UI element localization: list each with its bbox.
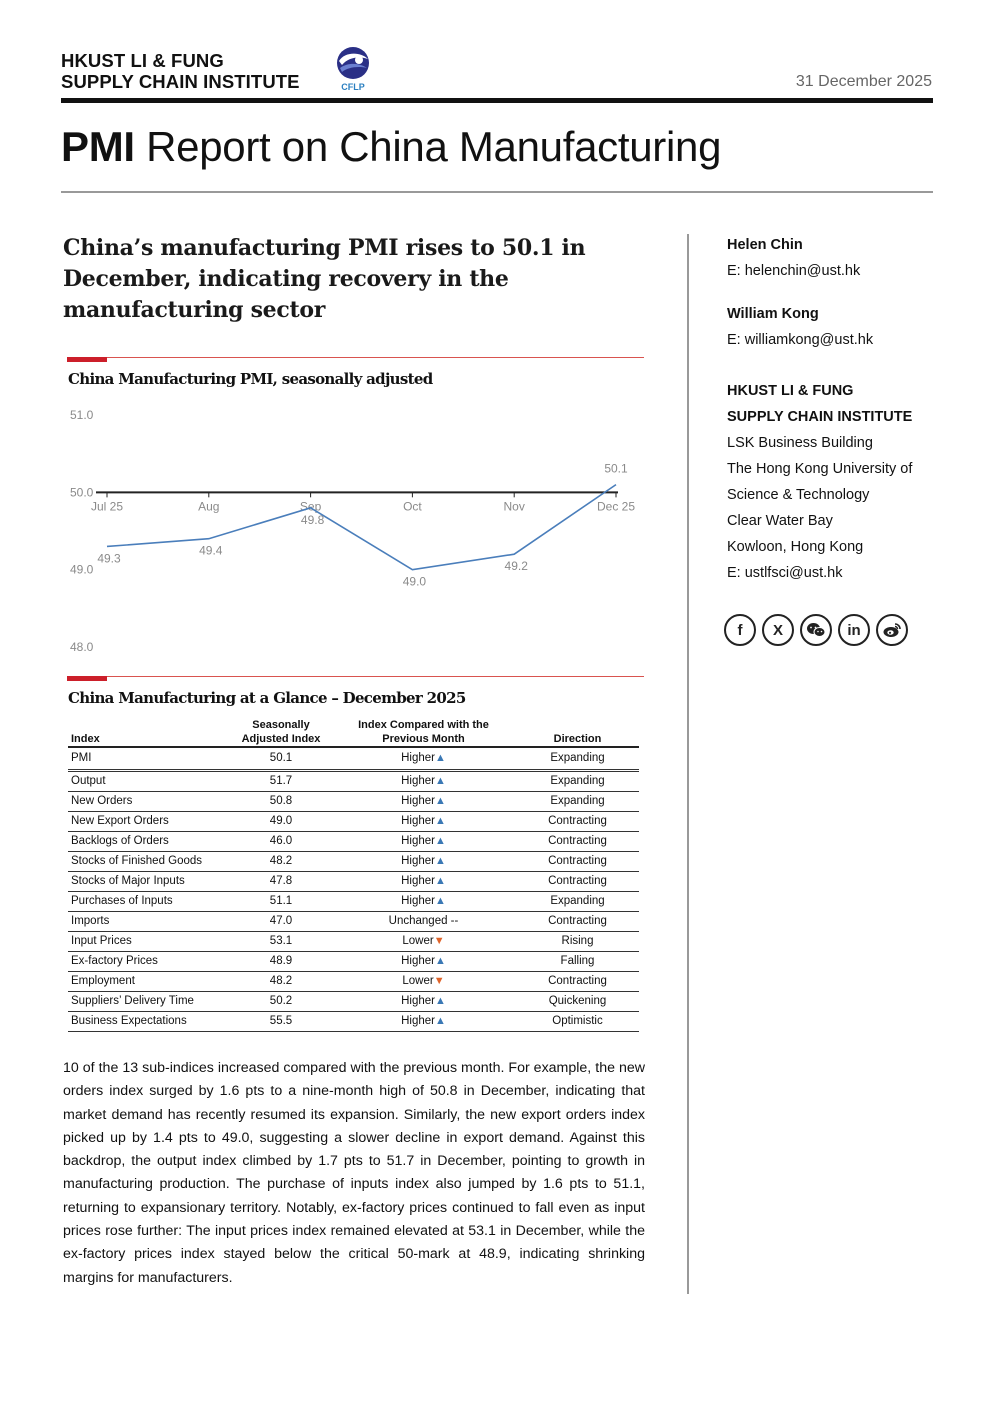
compare-text: Higher bbox=[401, 955, 435, 967]
table-section-tab bbox=[67, 676, 107, 681]
cell-value: 48.2 bbox=[231, 852, 331, 872]
title-rule bbox=[61, 191, 933, 193]
data-label: 49.8 bbox=[300, 512, 325, 527]
pmi-line-chart bbox=[66, 400, 646, 662]
data-labels bbox=[97, 462, 628, 589]
x-tick-label: Dec 25 bbox=[596, 499, 636, 514]
cell-compare bbox=[331, 992, 516, 1012]
cell-value: 50.2 bbox=[231, 992, 331, 1012]
cell-direction: Expanding bbox=[516, 747, 639, 771]
cell-direction: Optimistic bbox=[516, 1012, 639, 1032]
y-axis-ticks bbox=[70, 408, 94, 654]
compare-text: Higher bbox=[401, 1015, 435, 1027]
data-label: 50.1 bbox=[604, 461, 628, 476]
cell-compare bbox=[331, 771, 516, 792]
header-direction: Direction bbox=[553, 733, 602, 745]
cell-direction: Contracting bbox=[516, 812, 639, 832]
cell-index: PMI bbox=[68, 747, 231, 771]
x-axis bbox=[96, 492, 618, 497]
cell-value: 47.8 bbox=[231, 872, 331, 892]
x-tick-label: Oct bbox=[403, 499, 422, 514]
cell-index: Output bbox=[68, 771, 231, 792]
org-name-line1: HKUST LI & FUNG bbox=[727, 383, 854, 399]
cell-compare bbox=[331, 852, 516, 872]
page-title-rest: Report on China Manufacturing bbox=[134, 123, 722, 170]
y-tick-label: 49.0 bbox=[70, 562, 94, 577]
org-name-line2: SUPPLY CHAIN INSTITUTE bbox=[727, 409, 913, 425]
cell-compare bbox=[331, 892, 516, 912]
header-index: Index bbox=[71, 733, 100, 745]
cell-index: Purchases of Inputs bbox=[68, 892, 231, 912]
cell-index: Suppliers’ Delivery Time bbox=[68, 992, 231, 1012]
compare-text: Lower bbox=[402, 935, 434, 947]
cell-value: 48.9 bbox=[231, 952, 331, 972]
address-line: LSK Business Building bbox=[727, 435, 873, 451]
address-line: Science & Technology bbox=[727, 487, 870, 503]
author-2-name: William Kong bbox=[727, 306, 819, 322]
y-tick-label: 50.0 bbox=[70, 485, 94, 500]
up-arrow-icon: ▲ bbox=[435, 955, 446, 967]
chart-title: China Manufacturing PMI, seasonally adjusted bbox=[68, 370, 433, 388]
x-icon[interactable]: X bbox=[762, 614, 794, 646]
table-row bbox=[68, 792, 639, 812]
compare-text: Lower bbox=[402, 975, 434, 987]
x-tick-label: Aug bbox=[198, 499, 220, 514]
table-row bbox=[68, 972, 639, 992]
header-compared bbox=[331, 716, 516, 747]
pmi-series bbox=[107, 485, 616, 570]
up-arrow-icon: ▲ bbox=[435, 752, 446, 764]
up-arrow-icon: ▲ bbox=[435, 895, 446, 907]
author-1-name: Helen Chin bbox=[727, 237, 803, 253]
header-rule bbox=[61, 98, 933, 103]
table-section-rule bbox=[67, 676, 644, 677]
table-row bbox=[68, 872, 639, 892]
author-1-email[interactable]: E: helenchin@ust.hk bbox=[727, 263, 861, 279]
cell-compare bbox=[331, 1012, 516, 1032]
data-label: 49.3 bbox=[97, 551, 121, 566]
header-sa-line1: Seasonally bbox=[252, 719, 310, 731]
cell-direction: Contracting bbox=[516, 912, 639, 932]
data-label: 49.2 bbox=[504, 559, 528, 574]
header-seasonally-adjusted bbox=[231, 716, 331, 747]
header-cmp-line2: Previous Month bbox=[382, 733, 465, 745]
compare-text: Higher bbox=[401, 875, 435, 887]
cell-direction: Contracting bbox=[516, 832, 639, 852]
cell-value: 51.7 bbox=[231, 771, 331, 792]
cell-compare bbox=[331, 872, 516, 892]
table-title: China Manufacturing at a Glance – December 2025 bbox=[68, 689, 466, 707]
cell-direction: Contracting bbox=[516, 872, 639, 892]
table-row bbox=[68, 832, 639, 852]
up-arrow-icon: ▲ bbox=[435, 855, 446, 867]
x-axis-labels bbox=[91, 499, 635, 513]
wechat-icon[interactable] bbox=[800, 614, 832, 646]
down-arrow-icon: ▼ bbox=[433, 975, 445, 987]
report-date: 31 December 2025 bbox=[795, 73, 932, 90]
table-row bbox=[68, 992, 639, 1012]
table-row bbox=[68, 932, 639, 952]
down-arrow-icon: ▼ bbox=[433, 935, 445, 947]
cell-value: 47.0 bbox=[231, 912, 331, 932]
cell-compare bbox=[331, 812, 516, 832]
cell-direction: Contracting bbox=[516, 972, 639, 992]
header-cmp-line1: Index Compared with the bbox=[358, 719, 489, 731]
cflp-logo bbox=[330, 46, 376, 94]
institute-name-line2: SUPPLY CHAIN INSTITUTE bbox=[61, 71, 300, 92]
cell-index: Ex-factory Prices bbox=[68, 952, 231, 972]
address-line: Clear Water Bay bbox=[727, 513, 833, 529]
compare-text: Unchanged -- bbox=[388, 915, 459, 927]
cell-value: 49.0 bbox=[231, 812, 331, 832]
compare-text: Higher bbox=[401, 775, 435, 787]
up-arrow-icon: ▲ bbox=[435, 775, 446, 787]
cell-compare bbox=[331, 952, 516, 972]
data-label: 49.4 bbox=[199, 543, 223, 558]
body-paragraph: 10 of the 13 sub-indices increased compared with the previous month. For example, the new orders index surged by 1.6 pts to a nine-month high of 50.8 in December, indicating that market demand has recently resumed its expansion. Similarly, the new export orders index picked up by 1.4 pts to 49.0, suggesting a slower decline in export demand. Against this backdrop, the output index climbed by 1.7 pts to 51.7 in December, pointing to growth in manufacturing production. The purchase of inputs index also jumped by 1.6 pts to 51.1, returning to expansionary territory. Notably, ex-factory prices continued to fall even as input prices rose further: The input prices index remained elevated at 53.1 in December, while the ex-factory prices index stayed below the critical 50-mark at 48.9, indicating shrinking margins for manufacturers. bbox=[63, 1060, 645, 1286]
logo-text: CFLP bbox=[341, 82, 365, 92]
cell-value: 50.1 bbox=[231, 747, 331, 771]
cell-index: Business Expectations bbox=[68, 1012, 231, 1032]
table-row bbox=[68, 952, 639, 972]
cell-compare bbox=[331, 747, 516, 771]
cell-value: 46.0 bbox=[231, 832, 331, 852]
cell-index: Imports bbox=[68, 912, 231, 932]
table-row bbox=[68, 892, 639, 912]
y-tick-label: 48.0 bbox=[70, 640, 94, 654]
cell-value: 51.1 bbox=[231, 892, 331, 912]
institute-email[interactable]: E: ustlfsci@ust.hk bbox=[727, 565, 843, 581]
x-tick-label: Nov bbox=[503, 499, 525, 514]
cell-index: Employment bbox=[68, 972, 231, 992]
x-tick-label: Jul 25 bbox=[90, 499, 124, 514]
table-row bbox=[68, 912, 639, 932]
compare-text: Higher bbox=[401, 895, 435, 907]
up-arrow-icon: ▲ bbox=[435, 1015, 446, 1027]
table-row bbox=[68, 1012, 639, 1032]
up-arrow-icon: ▲ bbox=[435, 875, 446, 887]
cell-value: 50.8 bbox=[231, 792, 331, 812]
institute-name-line1: HKUST LI & FUNG bbox=[61, 50, 224, 71]
cell-compare bbox=[331, 832, 516, 852]
chart-section-tab bbox=[67, 357, 107, 362]
facebook-icon[interactable]: f bbox=[724, 614, 756, 646]
cell-index: Stocks of Finished Goods bbox=[68, 852, 231, 872]
cell-index: Backlogs of Orders bbox=[68, 832, 231, 852]
up-arrow-icon: ▲ bbox=[435, 995, 446, 1007]
address-line: The Hong Kong University of bbox=[727, 461, 913, 477]
cell-direction: Quickening bbox=[516, 992, 639, 1012]
cell-compare bbox=[331, 792, 516, 812]
institute-address bbox=[727, 378, 947, 586]
y-tick-label: 51.0 bbox=[70, 408, 94, 422]
table-row bbox=[68, 812, 639, 832]
author-2-email[interactable]: E: williamkong@ust.hk bbox=[727, 332, 874, 348]
glance-table bbox=[68, 716, 639, 1032]
headline: China’s manufacturing PMI rises to 50.1 in December, indicating recovery in the manufacturing sector bbox=[63, 235, 586, 323]
table-row bbox=[68, 852, 639, 872]
compare-text: Higher bbox=[401, 795, 435, 807]
cell-direction: Falling bbox=[516, 952, 639, 972]
cell-compare bbox=[331, 932, 516, 952]
cell-direction: Rising bbox=[516, 932, 639, 952]
author-1 bbox=[727, 232, 947, 284]
cell-index: New Export Orders bbox=[68, 812, 231, 832]
table-row bbox=[68, 771, 639, 792]
compare-text: Higher bbox=[401, 815, 435, 827]
data-label: 49.0 bbox=[402, 574, 427, 589]
series-line bbox=[107, 485, 616, 570]
cell-value: 48.2 bbox=[231, 972, 331, 992]
compare-text: Higher bbox=[401, 855, 435, 867]
chart-section-rule bbox=[67, 357, 644, 358]
cell-direction: Contracting bbox=[516, 852, 639, 872]
compare-text: Higher bbox=[401, 995, 435, 1007]
up-arrow-icon: ▲ bbox=[435, 815, 446, 827]
cell-direction: Expanding bbox=[516, 892, 639, 912]
up-arrow-icon: ▲ bbox=[435, 795, 446, 807]
cell-index: Input Prices bbox=[68, 932, 231, 952]
table-row bbox=[68, 747, 639, 771]
page-title bbox=[61, 123, 722, 170]
cell-direction: Expanding bbox=[516, 771, 639, 792]
compare-text: Higher bbox=[401, 835, 435, 847]
author-2 bbox=[727, 301, 947, 353]
address-line: Kowloon, Hong Kong bbox=[727, 539, 864, 555]
linkedin-icon[interactable]: in bbox=[838, 614, 870, 646]
cell-compare bbox=[331, 972, 516, 992]
cell-direction: Expanding bbox=[516, 792, 639, 812]
page-title-bold: PMI bbox=[61, 123, 135, 170]
cell-index: Stocks of Major Inputs bbox=[68, 872, 231, 892]
cell-value: 55.5 bbox=[231, 1012, 331, 1032]
glance-table-wrapper bbox=[68, 716, 639, 1032]
up-arrow-icon: ▲ bbox=[435, 835, 446, 847]
table-header-row bbox=[68, 716, 639, 747]
cell-value: 53.1 bbox=[231, 932, 331, 952]
x-tick-label: Sep bbox=[299, 499, 322, 514]
compare-text: Higher bbox=[401, 752, 435, 764]
header-sa-line2: Adjusted Index bbox=[241, 733, 321, 745]
cell-index: New Orders bbox=[68, 792, 231, 812]
cell-compare bbox=[331, 912, 516, 932]
column-divider bbox=[687, 234, 689, 1294]
weibo-icon[interactable] bbox=[876, 614, 908, 646]
social-icons bbox=[724, 614, 914, 652]
glance-table-body bbox=[68, 747, 639, 1032]
